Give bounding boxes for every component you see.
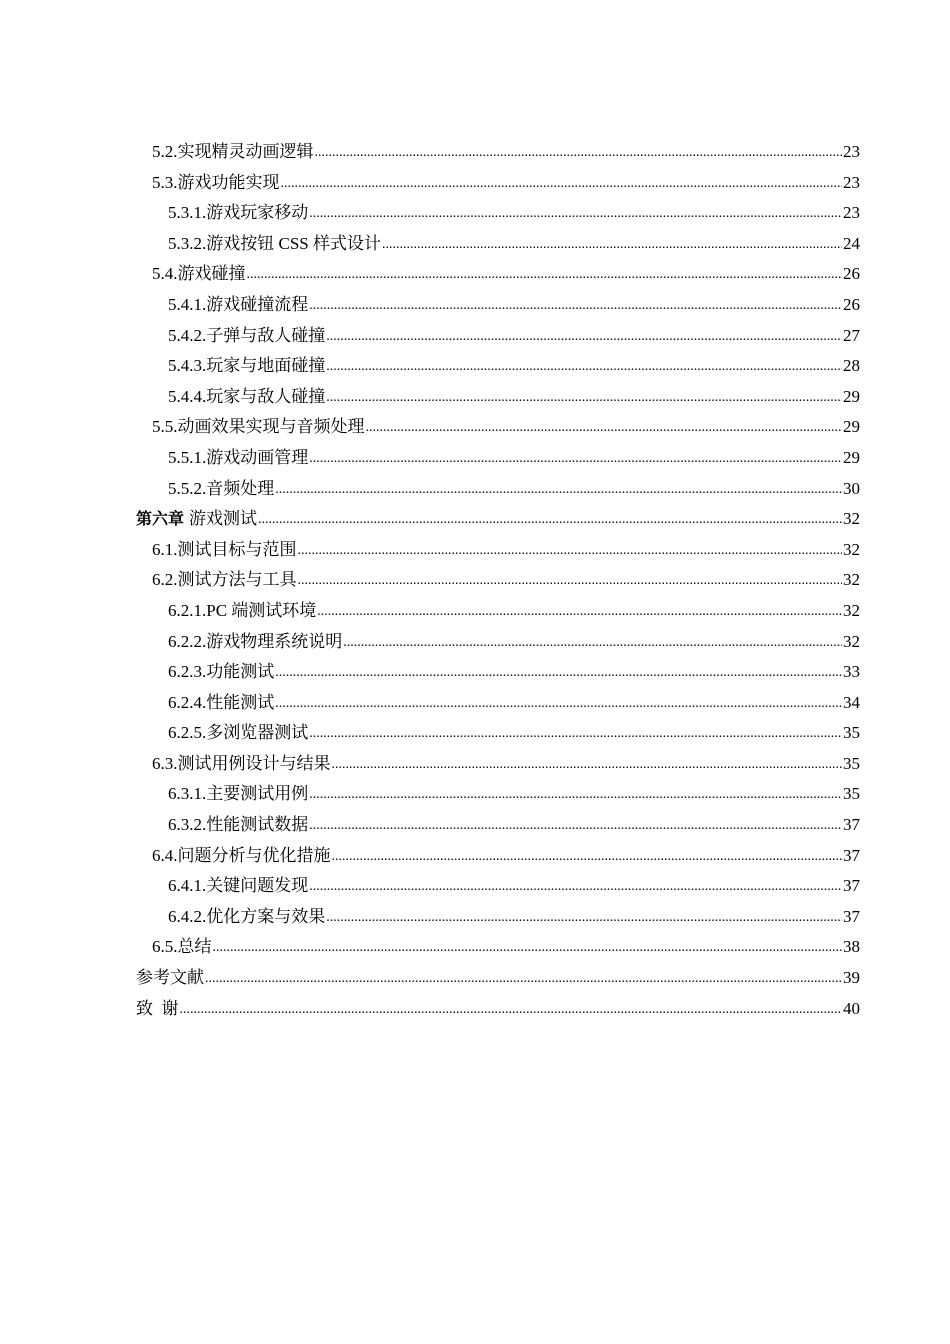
toc-dot-leader <box>180 993 843 1026</box>
toc-entry[interactable] <box>136 871 860 902</box>
toc-entry-title: 6.2.4.性能测试 <box>168 692 275 712</box>
toc-entry[interactable] <box>136 198 860 229</box>
toc-dot-leader <box>326 381 842 414</box>
chapter-number: 第六章 <box>136 509 185 529</box>
toc-entry-title: 6.3.1.主要测试用例 <box>168 784 309 804</box>
toc-entry-title: 5.4.2.子弹与敌人碰撞 <box>168 325 326 345</box>
toc-entry-page: 32 <box>843 600 860 620</box>
toc-dot-leader <box>317 595 842 628</box>
toc-entry-page: 23 <box>843 172 860 192</box>
toc-dot-leader <box>332 748 843 781</box>
toc-dot-leader <box>205 962 842 995</box>
toc-entry-title: 5.4.1.游戏碰撞流程 <box>168 294 309 314</box>
toc-entry-page: 23 <box>843 142 860 161</box>
toc-dot-leader <box>326 901 842 934</box>
toc-dot-leader <box>275 473 842 506</box>
toc-dot-leader <box>309 870 842 903</box>
toc-entry-page: 32 <box>843 631 860 651</box>
toc-entry-title: 6.2.2.游戏物理系统说明 <box>168 631 343 651</box>
toc-dot-leader <box>309 197 842 230</box>
chapter-title: 游戏测试 <box>189 509 258 529</box>
toc-entry[interactable] <box>136 412 860 443</box>
toc-entry[interactable] <box>136 749 860 780</box>
toc-entry[interactable] <box>136 535 860 566</box>
toc-dot-leader <box>213 931 843 964</box>
toc-dot-leader <box>315 136 843 169</box>
toc-entry[interactable] <box>136 902 860 933</box>
toc-entry-page: 28 <box>843 356 860 376</box>
toc-entry-title: 6.3.2.性能测试数据 <box>168 815 309 835</box>
toc-entry[interactable] <box>136 290 860 321</box>
toc-entry[interactable] <box>136 351 860 382</box>
toc-entry-title: 5.5.1.游戏动画管理 <box>168 447 309 467</box>
toc-entry-title: 5.3.1.游戏玩家移动 <box>168 203 309 223</box>
table-of-contents <box>136 137 860 1024</box>
toc-dot-leader <box>326 320 842 353</box>
toc-dot-leader <box>326 350 842 383</box>
toc-entry[interactable] <box>136 229 860 260</box>
toc-dot-leader <box>309 809 842 842</box>
toc-dot-leader <box>281 167 843 200</box>
toc-entry-page: 26 <box>843 264 860 284</box>
toc-dot-leader <box>309 717 842 750</box>
toc-entry-page: 35 <box>843 753 860 773</box>
toc-entry-title: 5.3.游戏功能实现 <box>152 172 280 192</box>
toc-entry-page: 35 <box>843 723 860 743</box>
toc-chapter-entry[interactable] <box>136 504 860 535</box>
toc-entry-title: 6.3.测试用例设计与结果 <box>152 753 331 773</box>
toc-entry-page: 29 <box>843 447 860 467</box>
toc-entry[interactable] <box>136 963 860 994</box>
toc-entry-page: 26 <box>843 294 860 314</box>
toc-entry-page: 37 <box>843 815 860 835</box>
toc-entry-title: 5.4.4.玩家与敌人碰撞 <box>168 386 326 406</box>
toc-dot-leader <box>309 778 842 811</box>
toc-entry[interactable] <box>136 259 860 290</box>
toc-entry[interactable] <box>136 688 860 719</box>
toc-entry-title: 5.2.实现精灵动画逻辑 <box>152 142 314 161</box>
toc-entry-page: 35 <box>843 784 860 804</box>
toc-entry[interactable] <box>136 474 860 505</box>
toc-entry[interactable] <box>136 627 860 658</box>
toc-entry-title: 5.5.动画效果实现与音频处理 <box>152 417 365 437</box>
toc-entry-title: 6.2.1.PC 端测试环境 <box>168 600 317 620</box>
toc-entry-page: 24 <box>843 233 860 253</box>
toc-entry[interactable] <box>136 932 860 963</box>
toc-entry-page: 27 <box>843 325 860 345</box>
toc-entry-page: 33 <box>843 662 860 682</box>
toc-dot-leader <box>309 442 842 475</box>
toc-dot-leader <box>366 411 843 444</box>
toc-entry[interactable] <box>136 994 860 1025</box>
toc-entry[interactable] <box>136 810 860 841</box>
toc-entry-title: 6.5.总结 <box>152 937 212 957</box>
toc-dot-leader <box>247 258 843 291</box>
toc-entry-title: 6.2.测试方法与工具 <box>152 570 297 590</box>
toc-entry-title: 6.2.5.多浏览器测试 <box>168 723 309 743</box>
toc-entry[interactable] <box>136 596 860 627</box>
toc-entry[interactable] <box>136 137 860 168</box>
toc-entry[interactable] <box>136 657 860 688</box>
toc-entry-title: 5.4.3.玩家与地面碰撞 <box>168 356 326 376</box>
toc-entry[interactable] <box>136 779 860 810</box>
toc-dot-leader <box>309 289 842 322</box>
toc-dot-leader <box>332 840 843 873</box>
toc-entry-page: 40 <box>843 998 860 1018</box>
toc-dot-leader <box>275 687 842 720</box>
toc-entry-title: 致 谢 <box>136 998 179 1018</box>
toc-entry-title: 6.1.测试目标与范围 <box>152 539 297 559</box>
toc-entry-title: 5.3.2.游戏按钮 CSS 样式设计 <box>168 233 381 253</box>
toc-entry-title: 5.5.2.音频处理 <box>168 478 275 498</box>
toc-entry-page: 29 <box>843 386 860 406</box>
toc-entry-title: 6.4.问题分析与优化措施 <box>152 845 331 865</box>
toc-dot-leader <box>275 656 842 689</box>
toc-entry-page: 37 <box>843 845 860 865</box>
toc-entry-page: 23 <box>843 203 860 223</box>
toc-entry[interactable] <box>136 382 860 413</box>
toc-dot-leader <box>258 503 842 536</box>
toc-dot-leader <box>382 228 842 261</box>
toc-dot-leader <box>298 564 843 597</box>
toc-dot-leader <box>343 626 842 659</box>
toc-entry[interactable] <box>136 841 860 872</box>
toc-entry[interactable] <box>136 168 860 199</box>
toc-entry-page: 37 <box>843 876 860 896</box>
toc-entry-page: 32 <box>843 570 860 590</box>
toc-entry-page: 37 <box>843 906 860 926</box>
toc-entry[interactable] <box>136 321 860 352</box>
toc-entry-page: 34 <box>843 692 860 712</box>
toc-entry-title: 6.4.1.关键问题发现 <box>168 876 309 896</box>
toc-entry-page: 32 <box>843 509 860 529</box>
toc-entry-title: 6.2.3.功能测试 <box>168 662 275 682</box>
toc-entry-title <box>136 504 257 535</box>
toc-entry-page: 39 <box>843 968 860 988</box>
toc-entry-page: 38 <box>843 937 860 957</box>
toc-entry-title: 6.4.2.优化方案与效果 <box>168 906 326 926</box>
toc-entry-page: 30 <box>843 478 860 498</box>
toc-entry[interactable] <box>136 565 860 596</box>
toc-entry[interactable] <box>136 718 860 749</box>
toc-entry-title: 参考文献 <box>136 968 204 988</box>
toc-entry-page: 32 <box>843 539 860 559</box>
toc-entry-page: 29 <box>843 417 860 437</box>
toc-entry[interactable] <box>136 443 860 474</box>
toc-entry-title: 5.4.游戏碰撞 <box>152 264 246 284</box>
toc-dot-leader <box>298 534 843 567</box>
